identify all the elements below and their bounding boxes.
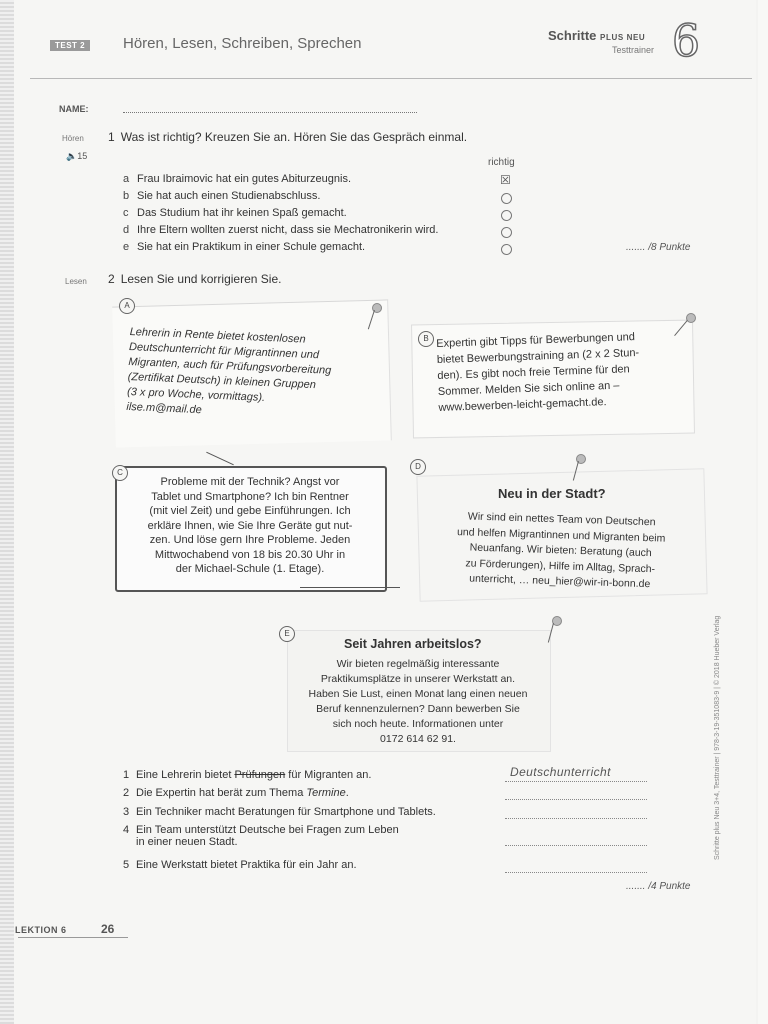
scan-edge-left <box>0 0 15 1024</box>
page-title: Hören, Lesen, Schreiben, Sprechen <box>123 35 362 52</box>
header-divider <box>30 78 752 79</box>
statement-text: Frau Ibraimovic hat ein gutes Abiturzeugnis. <box>137 173 352 185</box>
lesson-number: 6 <box>672 16 700 67</box>
note-line: Wir bieten regelmäßig interessante <box>336 658 500 670</box>
exercise-number: 2 <box>108 272 115 286</box>
answer-field-4[interactable] <box>505 845 647 846</box>
note-line: zen. Und löse gern Ihre Probleme. Jeden <box>149 534 351 546</box>
statement-a <box>123 173 351 185</box>
note-line: Haben Sie Lust, einen Monat lang einen neuen <box>308 688 528 700</box>
exercise-2-heading <box>108 272 281 286</box>
note-line: sich noch heute. Informationen unter <box>332 718 504 730</box>
note-e-letter: E <box>279 626 295 642</box>
note-line: ilse.m@mail.de <box>126 400 202 417</box>
footer-rule <box>18 937 128 938</box>
points-section-2: ....... /4 Punkte <box>626 881 691 892</box>
note-line: Expertin gibt Tipps für Bewerbungen und <box>436 331 636 350</box>
item-text: Die Expertin hat berät zum Thema <box>136 787 307 799</box>
note-e-title: Seit Jahren arbeitslos? <box>344 637 482 651</box>
answer-field-2[interactable] <box>505 799 647 800</box>
speaker-icon: 🔈 <box>66 151 78 161</box>
item-text: für Migranten an. <box>285 769 372 781</box>
note-line: Probleme mit der Technik? Angst vor <box>160 476 340 488</box>
section-label-hoeren: Hören <box>62 134 84 143</box>
note-line: (Zertifikat Deutsch) in kleinen Gruppen <box>127 370 317 392</box>
correction-4 <box>123 824 399 848</box>
item-number: 5 <box>123 859 130 871</box>
correction-1 <box>123 769 371 781</box>
item-text: . <box>345 787 349 799</box>
audio-track-number: 15 <box>77 151 88 161</box>
note-line: der Michael-Schule (1. Etage). <box>175 563 325 575</box>
checkbox-b[interactable] <box>501 193 512 204</box>
exercise-1-heading <box>108 130 467 144</box>
pin-icon <box>686 313 696 323</box>
exercise-instruction: Was ist richtig? Kreuzen Sie an. Hören Sie das Gespräch einmal. <box>120 130 468 144</box>
note-b-text <box>436 327 687 416</box>
note-line: Sommer. Melden Sie sich online an – <box>437 379 620 398</box>
note-line: (3 x pro Woche, vormittags). <box>126 385 266 404</box>
statement-letter: b <box>123 190 130 202</box>
statement-c <box>123 207 347 219</box>
footer-lesson: LEKTION 6 <box>15 925 67 935</box>
note-line: Migranten, auch für Prüfungsvorbereitung <box>128 355 332 377</box>
note-line: (mit viel Zeit) und gebe Einführungen. Ich <box>149 505 351 517</box>
item-number: 2 <box>123 787 130 799</box>
statement-letter: d <box>123 224 130 236</box>
brand-logo <box>548 28 645 43</box>
exercise-instruction: Lesen Sie und korrigieren Sie. <box>120 272 282 286</box>
item-text: Eine Lehrerin bietet <box>136 769 235 781</box>
test-badge: TEST 2 <box>50 40 90 51</box>
item-text: in einer neuen Stadt. <box>136 836 238 848</box>
struck-word: Prüfungen <box>234 769 286 781</box>
column-header-richtig: richtig <box>488 157 515 168</box>
note-line: zu Förderungen), Hilfe im Alltag, Sprach- <box>465 556 656 575</box>
note-d-title: Neu in der Stadt? <box>498 486 606 501</box>
checkbox-a-checked[interactable]: ☒ <box>500 173 511 187</box>
points-section-1: ....... /8 Punkte <box>626 242 691 253</box>
note-line: Beruf kennenzulernen? Dann bewerben Sie <box>316 703 520 715</box>
note-line: unterricht, … neu_hier@wir-in-bonn.de <box>469 572 651 591</box>
item-italic: Termine <box>306 787 346 799</box>
note-line: Mittwochabend von 18 bis 20.30 Uhr in <box>154 548 346 561</box>
brand-plus: PLUS NEU <box>600 33 646 42</box>
page-number: 26 <box>101 922 115 936</box>
note-line: bietet Bewerbungstraining an (2 x 2 Stun- <box>436 346 640 366</box>
item-number: 3 <box>123 806 130 818</box>
note-line: Deutschunterricht für Migrantinnen und <box>128 340 320 362</box>
item-number: 4 <box>123 824 130 836</box>
note-b-letter: B <box>418 331 434 347</box>
section-label-lesen: Lesen <box>65 277 87 286</box>
scan-edge-right <box>758 0 768 1024</box>
note-line: 0172 614 62 91. <box>380 733 456 745</box>
statement-letter: c <box>123 207 129 219</box>
checkbox-d[interactable] <box>501 227 512 238</box>
exercise-number: 1 <box>108 130 115 144</box>
checkbox-c[interactable] <box>501 210 512 221</box>
note-line: Wir sind ein nettes Team von Deutschen <box>467 510 656 529</box>
statement-text: Ihre Eltern wollten zuerst nicht, dass sie Mechatronikerin wird. <box>137 224 439 236</box>
note-a-letter: A <box>119 298 135 314</box>
statement-letter: e <box>123 241 130 253</box>
item-text: Ein Team unterstützt Deutsche bei Fragen zum Leben <box>136 824 399 836</box>
answer-field-1[interactable] <box>505 781 647 782</box>
checkbox-e[interactable] <box>501 244 512 255</box>
brand-subtitle: Testtrainer <box>612 45 655 55</box>
note-e-text <box>287 657 549 747</box>
item-number: 1 <box>123 769 130 781</box>
statement-d <box>123 224 438 236</box>
note-line: und helfen Migrantinnen und Migranten beim <box>456 525 666 545</box>
correction-5 <box>123 859 357 871</box>
item-text: Ein Techniker macht Beratungen für Smartphone und Tablets. <box>136 806 436 818</box>
note-line: Lehrerin in Rente bietet kostenlosen <box>129 325 306 346</box>
statement-b <box>123 190 320 202</box>
answer-field-3[interactable] <box>505 818 647 819</box>
note-c-text <box>120 475 380 577</box>
note-line: den). Es gibt noch freie Termine für den <box>437 363 630 382</box>
note-c-underline <box>300 587 400 588</box>
note-line: www.bewerben-leicht-gemacht.de. <box>438 396 607 414</box>
name-label: NAME: <box>59 104 89 114</box>
audio-track <box>66 151 87 162</box>
note-line: erkläre Ihnen, wie Sie Ihre Geräte gut nut- <box>147 519 353 532</box>
statement-text: Sie hat ein Praktikum in einer Schule gemacht. <box>137 241 366 253</box>
note-line: Neuanfang. Wir bieten: Beratung (auch <box>469 541 652 560</box>
correction-2 <box>123 787 349 799</box>
statement-text: Sie hat auch einen Studienabschluss. <box>137 190 321 202</box>
item-text: Eine Werkstatt bietet Praktika für ein Jahr an. <box>136 859 357 871</box>
statement-text: Das Studium hat ihr keinen Spaß gemacht. <box>137 207 347 219</box>
note-a-text <box>126 325 380 426</box>
note-c-letter: C <box>112 465 128 481</box>
handwritten-answer-1: Deutschunterricht <box>510 765 611 779</box>
note-line: Praktikumsplätze in unserer Werkstatt an. <box>320 673 516 685</box>
brand-name: Schritte <box>548 28 597 43</box>
answer-field-5[interactable] <box>505 872 647 873</box>
correction-3 <box>123 806 436 818</box>
statement-letter: a <box>123 173 130 185</box>
name-field[interactable] <box>123 112 417 113</box>
note-d-letter: D <box>410 459 426 475</box>
note-d-text <box>420 508 702 594</box>
copyright-notice: Schritte plus Neu 3+4, Testtrainer | 978-3-19-351083-9 | © 2018 Hueber Verlag <box>714 615 721 860</box>
note-line: Tablet und Smartphone? Ich bin Rentner <box>151 490 349 503</box>
statement-e <box>123 241 365 253</box>
